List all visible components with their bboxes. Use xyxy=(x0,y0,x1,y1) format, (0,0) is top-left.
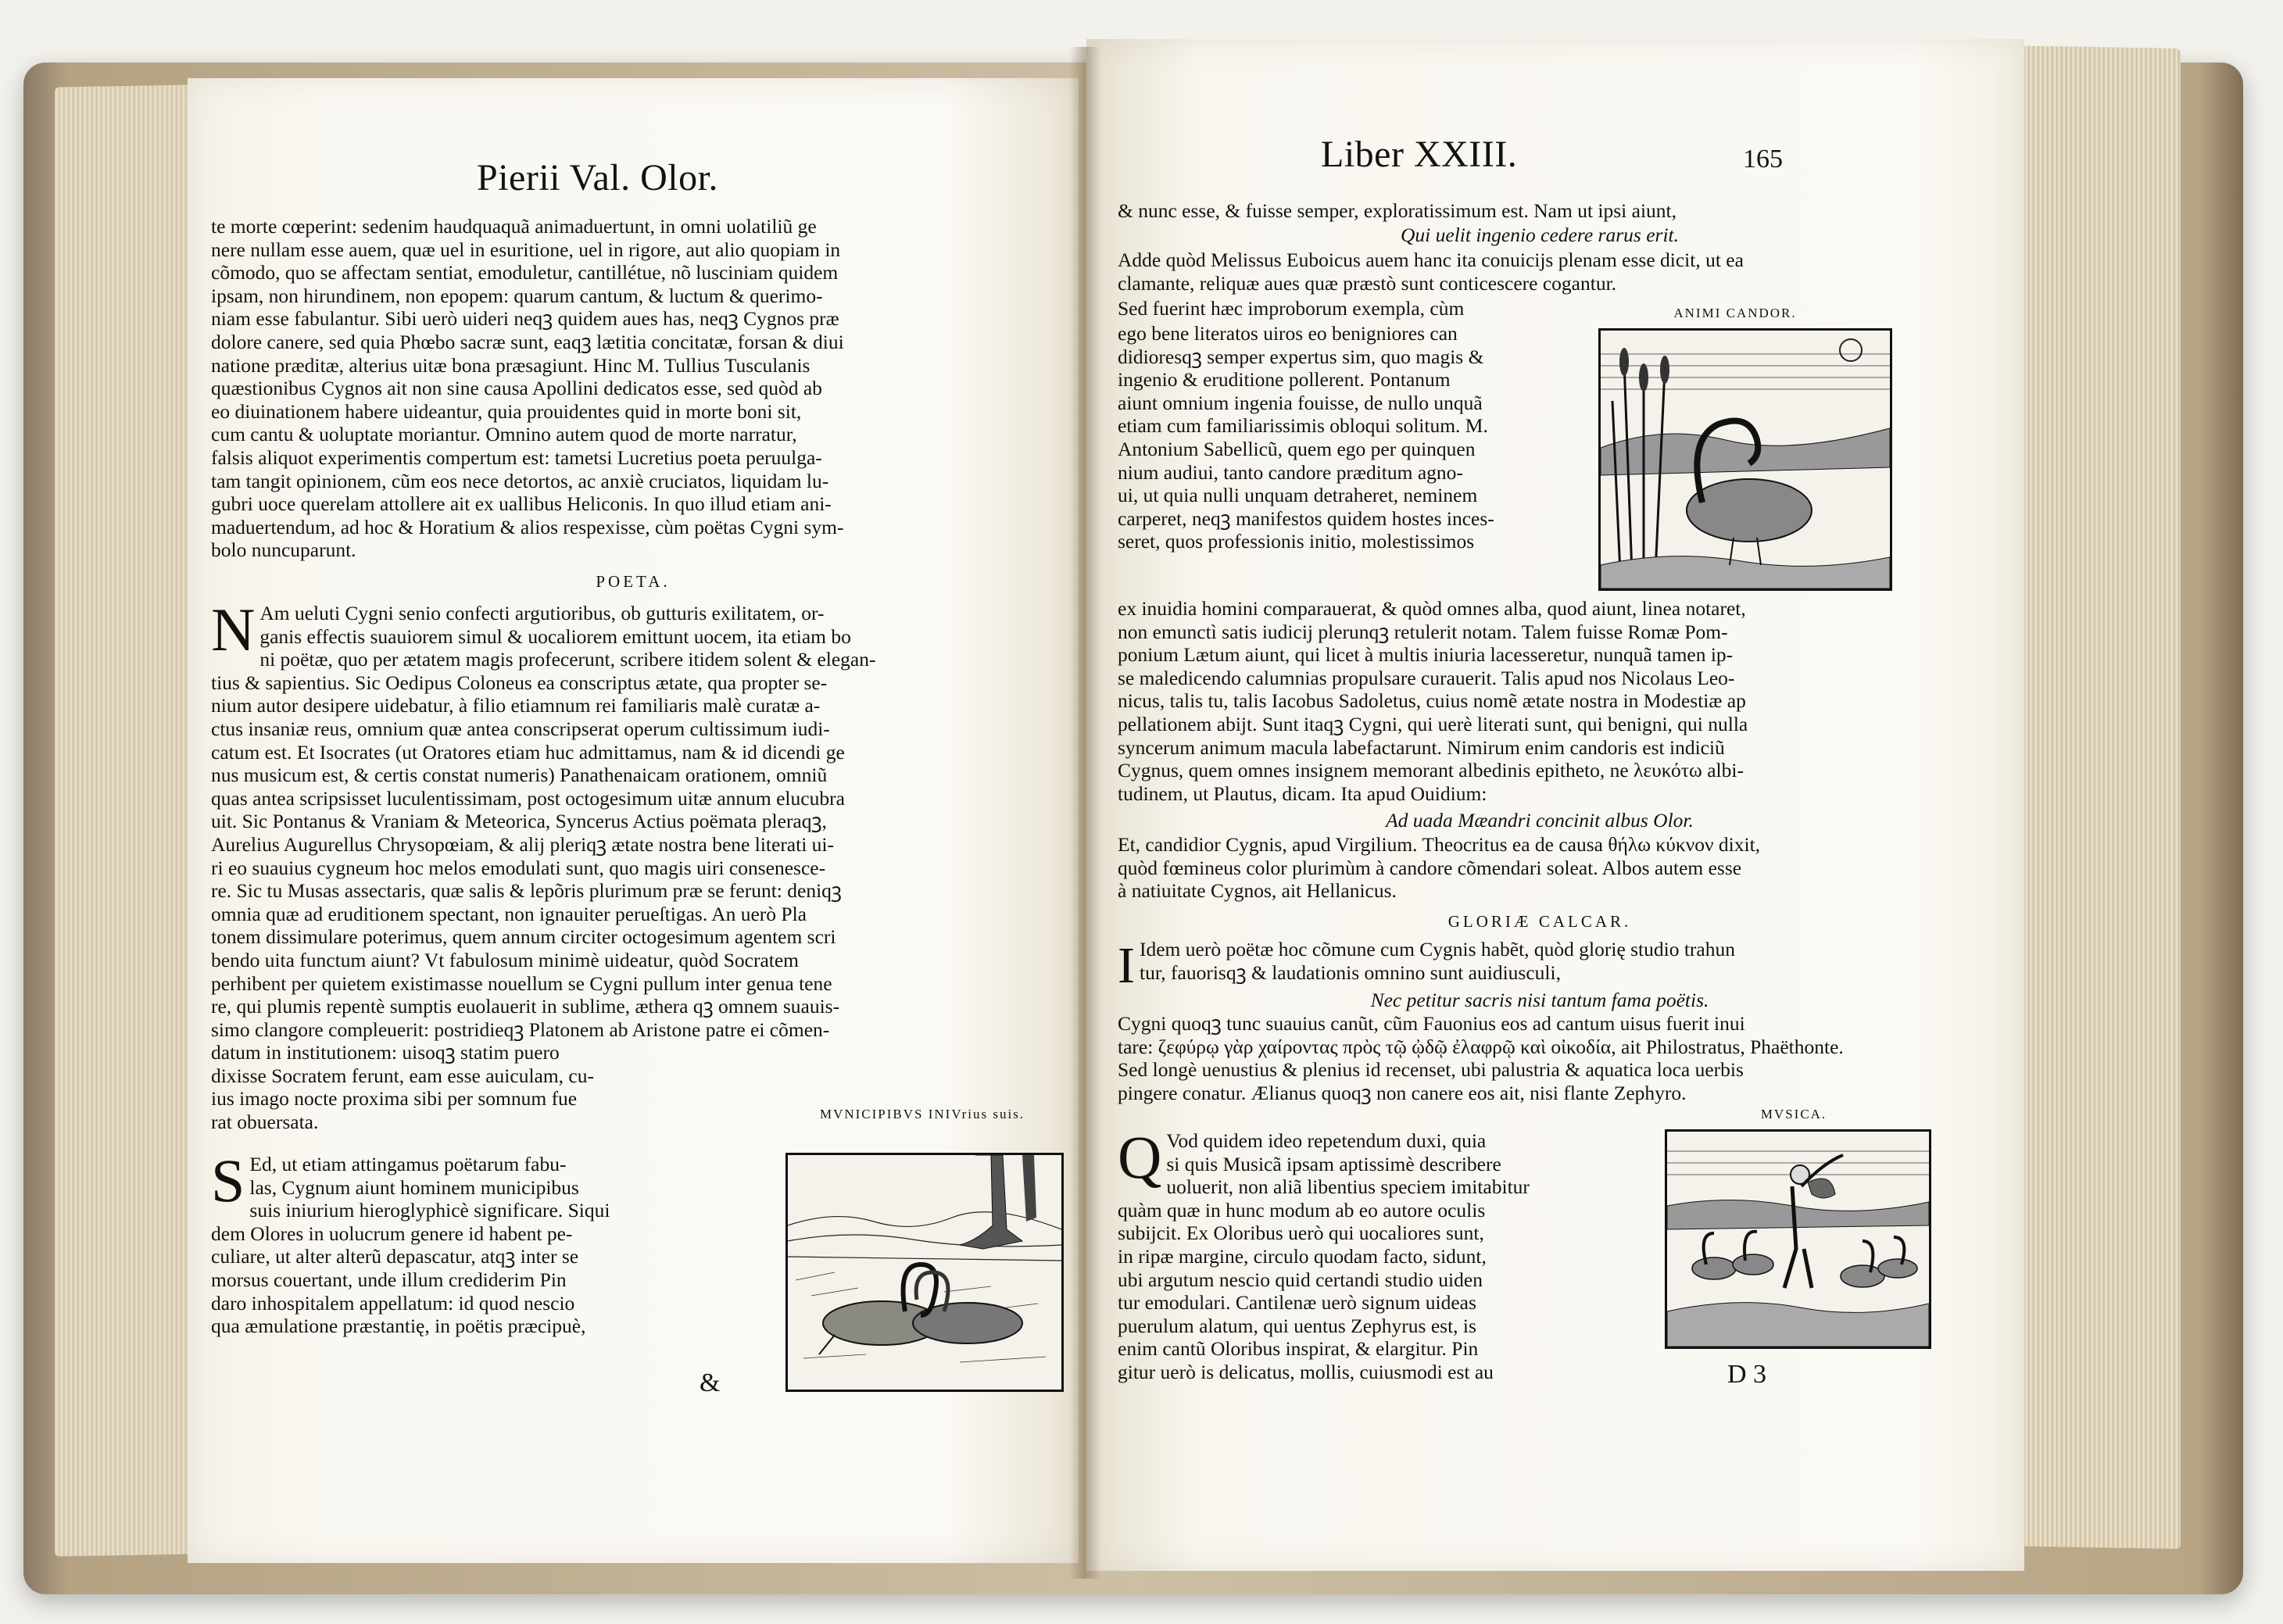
text-line: Am ueluti Cygni senio confecti argutioribus, ob gutturis exilitatem, or- xyxy=(259,602,825,624)
text-line: subijcit. Ex Oloribus uerò qui uocaliores sunt, xyxy=(1118,1222,1484,1245)
text-line: clamante, reliquæ aues quæ præstò sunt conticescere cogantur. xyxy=(1118,271,1617,295)
text-line: ipsam, non hirundinem, non epopem: quarum cantum, & luctum & querimo- xyxy=(211,284,823,307)
text-line: nus musicum est, & certis constat numeris) Panathenaicam orationem, omniũ xyxy=(211,764,828,787)
text-line: gitur uerò is delicatus, mollis, cuiusmodi est au xyxy=(1118,1360,1494,1383)
text-line: ingenio & eruditione pollerent. Pontanum xyxy=(1118,368,1451,392)
page-edges-right xyxy=(2001,45,2181,1549)
text-line: las, Cygnum aiunt hominem municipibus xyxy=(249,1175,579,1199)
text-line: Vod quidem ideo repetendum duxi, quia xyxy=(1166,1129,1487,1152)
text-line: culiare, ut alter alterũ depascatur, atqꝫ inter se xyxy=(211,1245,579,1268)
text-line: re. Sic tu Musas assectaris, quæ salis & lepõris plurimum præ se ferunt: deniqꝫ xyxy=(211,879,842,903)
text-line: Sed longè uenustius & plenius id recenset, ubi palustria & aquatica loca uerbis xyxy=(1118,1058,1744,1082)
text-line: tur emodulari. Cantilenæ uerò signum uideas xyxy=(1118,1291,1476,1315)
left-paragraph-1 xyxy=(211,215,1055,562)
text-line: uoluerit, non aliã libentius speciem imitabitur xyxy=(1166,1175,1530,1199)
text-line: seret, quos professionis initio, molestissimos xyxy=(1118,530,1475,553)
text-line: te morte cœperint: sedenim haudquaquã animaduertunt, in omni uolatiliũ ge xyxy=(211,215,817,238)
text-line: Idem uerò poëtæ hoc cõmune cum Cygnis habẽt, quòd glorię studio trahun xyxy=(1139,938,1735,960)
section-heading-poeta: POETA. xyxy=(596,572,671,591)
page-edges-left xyxy=(55,84,195,1556)
caption-musica: MVSICA. xyxy=(1760,1107,1827,1121)
text-line: dem Olores in uolucrum genere id habent pe- xyxy=(211,1222,573,1245)
text-line: tare: ζεφύρῳ γὰρ χαίροντας πρὸς τῷ ᾠδῷ ἐλαφρῷ καὶ οἰκοδία, ait Philostratus, Phaëthonte. xyxy=(1118,1035,1844,1058)
swan-reeds-illustration xyxy=(1601,331,1890,588)
verse-line-2: Ad uada Mæandri concinit albus Olor. xyxy=(1386,809,1694,832)
right-paragraph-1 xyxy=(1118,199,1962,223)
text-line: ex inuidia homini comparauerat, & quòd omnes alba, quod aiunt, linea notaret, xyxy=(1118,597,1746,620)
text-line: falsis aliquot experimentis compertum est: tametsi Lucretius poeta peruulga- xyxy=(211,445,822,469)
text-line: eo diuinationem habere uideantur, quia prouidentes quid in morte boni sit, xyxy=(211,399,802,423)
right-paragraph-4 xyxy=(1118,597,1962,805)
text-line: uit. Sic Pontanus & Vraniam & Meteorica, Syncerus Actius poëmata pleraqꝫ, xyxy=(211,810,827,833)
musica-illustration xyxy=(1667,1132,1929,1347)
text-line: puerulum alatum, qui uentus Zephyrus est, is xyxy=(1118,1314,1476,1337)
text-line: ius imago nocte proxima sibi per somnum fue xyxy=(211,1087,578,1111)
left-section-poeta xyxy=(211,563,1055,597)
text-line: syncerum animum macula labefactarunt. Nimirum enim candoris est indiciũ xyxy=(1118,735,1725,759)
dropcap-s: S xyxy=(211,1146,245,1214)
text-line: bolo nuncuparunt. xyxy=(211,538,356,562)
text-line: perhibent per quietem existimasse nouellum se Cygni pullum inter genua tene xyxy=(211,971,832,995)
text-line: gubri uoce querelam attollere ait ex uallibus Heliconis. In quo illud etiam ani- xyxy=(211,492,832,516)
right-running-head: Liber XXIII. xyxy=(1321,134,1518,175)
text-line: ui, ut quia nulli unquam detraheret, neminem xyxy=(1118,484,1478,507)
text-line: nium autor desipere uidebatur, à filio etiamnum rei familiaris malè curatæ a- xyxy=(211,694,821,717)
text-line: tur, fauorisqꝫ & laudationis omnino sunt auidiusculi, xyxy=(1139,960,1561,984)
section-heading-gloriae-calcar: GLORIÆ CALCAR. xyxy=(1447,912,1632,931)
dropcap-n: N xyxy=(211,596,256,664)
right-paragraph-8 xyxy=(1118,1123,1657,1384)
right-paragraph-2 xyxy=(1118,249,1962,295)
left-paragraph-3 xyxy=(211,1146,774,1338)
text-line: rat obuersata. xyxy=(211,1111,319,1134)
text-line: tonem dissimulare poterimus, quem annum circiter octogesimum agentem scri xyxy=(211,925,836,949)
right-page xyxy=(1086,39,2024,1571)
text-line: nium audiui, tanto candore præditum agno- xyxy=(1118,460,1463,484)
text-line: Et, candidior Cygnis, apud Virgilium. Theocritus ea de causa θήλω κύκνον dixit, xyxy=(1118,833,1761,856)
text-line: quæstionibus Cygnos ait non sine causa Apollini dedicatos esse, sed quòd ab xyxy=(211,377,822,400)
text-line: in ripæ margine, circulo quodam facto, sidunt, xyxy=(1118,1244,1487,1268)
text-line: se maledicendo calumnias propulsare curauerit. Talis apud nos Nicolaus Leo- xyxy=(1118,666,1735,689)
text-line: cõmodo, quo se affectam sentiat, emoduletur, cantillétue, nõ lusciniam quidem xyxy=(211,261,839,284)
text-line: didioresqꝫ semper expertus sim, quo magis & xyxy=(1118,345,1484,368)
verse-line-1: Qui uelit ingenio cedere rarus erit. xyxy=(1401,224,1679,246)
text-line: pingere conatur. Ælianus quoqꝫ non canere eos ait, nisi flante Zephyro. xyxy=(1118,1081,1687,1104)
right-paragraph-3 xyxy=(1118,322,1587,553)
catchword: & xyxy=(700,1368,721,1397)
left-page xyxy=(188,78,1079,1563)
text-line: si quis Musicã ipsam aptissimè describere xyxy=(1166,1152,1501,1175)
text-line: Cygnus, quem omnes insignem memorant albedinis epitheto, ne λευκότω albi- xyxy=(1118,759,1744,782)
text-line: ni poëtæ, quo per ætatem magis profecerunt, scribere itidem solent & elegan- xyxy=(259,648,876,671)
text-line: datum in institutionem: uisoqꝫ statim puero xyxy=(211,1041,560,1064)
caption-animi-candor: ANIMI CANDOR. xyxy=(1673,306,1797,320)
text-line: nere nullam esse auem, quæ uel in esuritione, uel in rigore, aut alio quopiam in xyxy=(211,238,841,261)
text-line: quas antea scripsisset luculentissimam, post octogesimum uitæ annum elucubra xyxy=(211,786,845,810)
text-line: dolore canere, sed quia Phœbo sacræ sunt, eaqꝫ lætitia concitatæ, forsan & diui xyxy=(211,330,844,353)
text-line: quàm quæ in hunc modum ab eo autore oculis xyxy=(1118,1198,1486,1222)
text-line: Aurelius Augurellus Chrysopœiam, & alij pleriqꝫ ætate nostra bene literati ui- xyxy=(211,832,834,856)
right-section-gloriae xyxy=(1118,903,1962,937)
woodcut-musica xyxy=(1665,1129,1931,1349)
text-line: morsus couertant, unde illum crediderim Pin xyxy=(211,1268,567,1291)
text-line: catum est. Et Isocrates (ut Oratores etiam huc admittamus, nam & id dicendi ge xyxy=(211,740,845,764)
verse-line-3: Nec petitur sacris nisi tantum fama poëtis. xyxy=(1370,989,1709,1011)
text-line: ri eo suauius cygneum hoc melos emodulati sunt, quo magis uiri consenesce- xyxy=(211,856,826,879)
text-line: niam esse fabulantur. Sibi uerò uideri neqꝫ quidem aues has, neqꝫ Cygnos præ xyxy=(211,307,839,331)
right-paragraph-6 xyxy=(1118,937,1962,994)
text-line: quòd fœmineus color plurimùm à candore cõmendari soleat. Albos autem esse xyxy=(1118,856,1742,879)
left-paragraph-2 xyxy=(211,596,1055,1134)
swans-biting-illustration xyxy=(788,1155,1061,1390)
text-line: Ed, ut etiam attingamus poëtarum fabu- xyxy=(249,1153,567,1175)
text-line: simo clangore compleuerit: postridieqꝫ Platonem ab Aristone patre ei cõmen- xyxy=(211,1018,830,1041)
text-line: ctus insaniæ reus, omnium quæ antea conscripserat operum cultissimum iudi- xyxy=(211,717,830,740)
text-line: tius & sapientius. Sic Oedipus Coloneus ea conscriptus ætate, qua propter se- xyxy=(211,671,828,694)
text-line: ego bene literatos uiros eo benigniores can xyxy=(1118,322,1458,345)
text-line: etiam cum familiarissimis obloqui solitum. M. xyxy=(1118,414,1488,438)
dropcap-i: I xyxy=(1118,937,1135,994)
text-line: tudinem, ut Plautus, dicam. Ita apud Ouidium: xyxy=(1118,782,1487,805)
text-line: ponium Lætum aiunt, qui licet à multis iniuria lacesseretur, nunquã tamen ip- xyxy=(1118,643,1734,667)
text-line: daro inhospitalem appellatum: id quod nescio xyxy=(211,1291,575,1315)
text-line: ubi argutum nescio quid certandi studio uiden xyxy=(1118,1268,1483,1291)
dropcap-q: Q xyxy=(1118,1123,1162,1191)
text-line: re, qui plumis repentè sumptis euolauerit in sublime, æthera qꝫ omnem suauis- xyxy=(211,995,840,1018)
text-line: non emunctì satis iudicij plerunqꝫ retulerit notam. Talem fuisse Romæ Pom- xyxy=(1118,620,1728,643)
woodcut-swan-reeds xyxy=(1598,328,1892,591)
text-line: dixisse Socratem ferunt, eam esse auiculam, cu- xyxy=(211,1064,594,1087)
text-line: & nunc esse, & fuisse semper, exploratissimum est. Nam ut ipsi aiunt, xyxy=(1118,199,1676,222)
text-line: aiunt omnium ingenia fouisse, de nullo unquã xyxy=(1118,391,1483,414)
text-line: ganis effectis suauiorem simul & uocaliorem emittunt uocem, ita etiam bo xyxy=(259,624,851,648)
caption-municipibus: MVNICIPIBVS INIVrius suis. xyxy=(819,1107,1025,1121)
text-line: suis iniurium hieroglyphicè significare. Siqui xyxy=(249,1199,610,1222)
text-line: enim cantũ Oloribus inspirat, & elargitur. Pin xyxy=(1118,1337,1479,1361)
text-line: qua æmulatione præstantię, in poëtis præcipuè, xyxy=(211,1315,586,1338)
left-running-head: Pierii Val. Olor. xyxy=(477,157,718,199)
text-line: omnia quæ ad eruditionem spectant, non ignauiter perueſtigas. An uerò Pla xyxy=(211,902,807,925)
woodcut-swans-biting xyxy=(785,1153,1064,1392)
text-line: Cygni quoqꝫ tunc suauius canũt, cũm Fauonius eos ad cantum uisus fuerit inui xyxy=(1118,1012,1745,1035)
text-line: cum cantu & uoluptate moriantur. Omnino autem quod de morte narratur, xyxy=(211,423,797,446)
text-line: Antonium Sabellicũ, quem ego per quinquen xyxy=(1118,437,1476,460)
right-paragraph-5 xyxy=(1118,833,1962,903)
text-line: pellationem abijt. Sunt itaqꝫ Cygni, qui uerè literati sunt, qui benigni, qui nulla xyxy=(1118,712,1748,735)
text-line: maduertendum, ad hoc & Horatium & alios respexisse, cùm poëtas Cygni sym- xyxy=(211,515,844,538)
text-line: tam tangit opinionem, cũm eos nece detortos, ac anxiè cruciatos, liquidam lu- xyxy=(211,469,829,492)
text-line: à natiuitate Cygnos, ait Hellanicus. xyxy=(1118,879,1397,903)
text-line: nicus, talis tu, talis Iacobus Sadoletus, cuius nomẽ ætate nostra in Modestiæ ap xyxy=(1118,689,1746,713)
signature-mark: D 3 xyxy=(1727,1360,1767,1389)
text-line: bendo uita functum aiunt? Vt fabulosum minimè uideatur, quòd Socratem xyxy=(211,948,800,971)
folio-number: 165 xyxy=(1743,145,1783,173)
text-line: carperet, neqꝫ manifestos quidem hostes inces- xyxy=(1118,506,1494,530)
text-line: natione præditæ, alterius uitæ bona præsagiunt. Hinc M. Tullius Tusculanis xyxy=(211,353,811,377)
text-line: Adde quòd Melissus Euboicus auem hanc ita conuicijs plenam esse dicit, ut ea xyxy=(1118,249,1744,271)
right-paragraph-7 xyxy=(1118,1012,1962,1104)
book-gutter xyxy=(1069,47,1100,1579)
right-paragraph-3-first: Sed fuerint hæc improborum exempla, cùm xyxy=(1118,297,1465,320)
